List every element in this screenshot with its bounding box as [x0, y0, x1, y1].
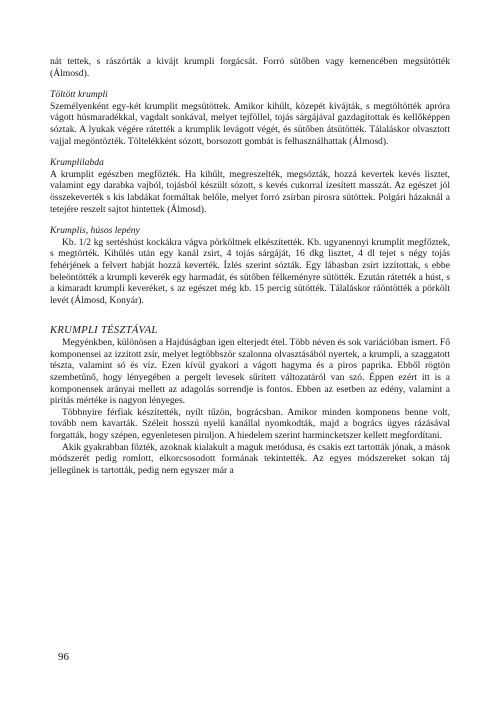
recipe-title-toltott-krumpli: Töltött krumpli [50, 89, 108, 101]
recipe-title-krumplis-husos-lepeny: Krumplis, húsos lepény [50, 225, 140, 237]
toltott-krumpli-text: Személyenként egy-két krumplit megsütöttek. Amikor kihűlt, közepét kivájták, s megtöltötték apróra vágott húsmaradékkal, vagdalt sonkával, melyet tejföllel, tojás sárgájával gazdagítottak és kellőképpen sóztak. A lyukak végére rátették a krumplik levágott végét, és sütőben átsütötték. Tálaláskor olvasztott vajjal megöntözték. Töltelékként sózott, borsozott gombát is felhasználhattak (Álmosd). [50, 100, 450, 147]
intro-paragraph: nát tettek, s rászórták a kivájt krumpli forgácsát. Forró sütőben vagy kemencében megsütötték (Álmosd). [50, 56, 450, 79]
page-number: 96 [58, 651, 69, 663]
recipe-title-krumplilabda: Krumplilabda [50, 157, 104, 169]
krumplilabda-text: A krumplit egészben megfőzték. Ha kihűlt, megreszelték, megsózták, hozzá kevertek kevés lisztet, valamint egy darabka vajból, tojásból készült sózott, s kevés cukorral ízesített masszát. Az egészet jól összekeverték s kis labdákat formáltak belőle, melyet forró zsírban pirosra sütöttek. Polgári házaknál a tetejére reszelt sajtot hintettek (Álmosd). [50, 168, 450, 215]
tesztaval-paragraph-2: Többnyire férfiak készítették, nyílt tűzön, bográcsban. Amikor minden komponens benne volt, tovább nem kavarták. Széleit hosszú nyelű kanállal nyomkodták, majd a bogrács ügyes rázásával forgatták, hogy szépen, egyenletesen piruljon. A hiedelem szerint harmincketszer kellett megfordítani. [50, 406, 450, 442]
tesztaval-paragraph-1: Megyénkben, különösen a Hajdúságban igen elterjedt étel. Több néven és sok variációban ismert. Fő komponensei az izzított zsír, melyet legtöbbször szalonna olvasztásából nyertek, a krumpli, a szaggatott tészta, valamint só és víz. Ezen kívül gyakori a vágott hagyma és a piros paprika. Ebből rögtön szembetűnő, hogy lényegében a pergelt levesek sűrített változatáról van szó. Éppen ezért itt is a komponensek arányai mellett az adagolás sorrendje is fontos. Ebben az esetben az edény, valamint a pirítás mértéke is nagyon lényeges. [50, 337, 450, 407]
page-body [50, 56, 450, 476]
krumplis-lepeny-text: Kb. 1/2 kg sertéshúst kockákra vágva pörköltnek elkészítették. Kb. ugyanennyi krumplit megfőztek, s megtörték. Kihűlés után egy kanál zsírt, 4 tojás sárgáját, 16 dkg lisztet, 4 dl tejet s négy tojás fehérjének a felvert habját hozzá keverték. Ízlés szerint sózták. Egy lábasban zsírt izzítottak, s ebbe beleöntötték a krumpli keverék egy harmadát, és sütőben félkeményre sütötték. Ezután rátették a húst, s a kimaradt krumpli keveréket, s az egészet még kb. 15 percig sütötték. Tálaláskor ráöntötték a pörkölt levét (Álmosd, Konyár). [50, 236, 450, 306]
tesztaval-paragraph-3: Akik gyakrabban főzték, azoknak kialakult a maguk metódusa, és csakis ezt tartották jónak, a mások módszerét pedig romlott, elkorcsosodott formának tekintették. Az egyes módszereket sokan táj jellegűnek is tartották, pedig nem egyszer már a [50, 441, 450, 476]
section-title-krumpli-tesztaval: KRUMPLI TÉSZTÁVAL [50, 325, 158, 337]
